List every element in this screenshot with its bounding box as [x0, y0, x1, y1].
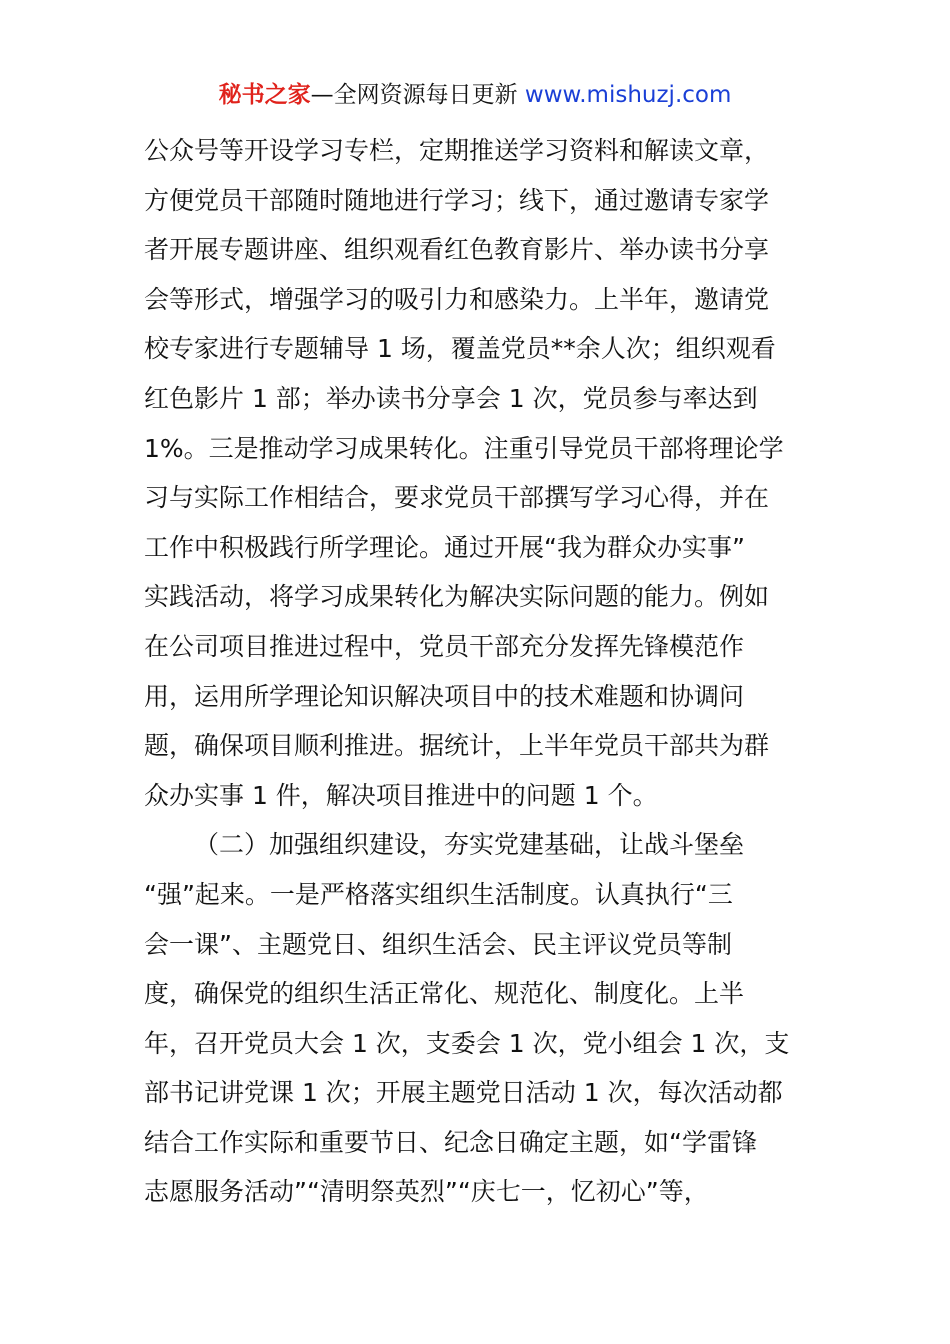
text-line: 公众号等开设学习专栏，定期推送学习资料和解读文章， [144, 136, 770, 165]
text-line: “强”起来。一是严格落实组织生活制度。认真执行“三 [144, 879, 733, 909]
text-line: 1%。三是推动学习成果转化。注重引导党员干部将理论学 [144, 433, 784, 463]
text-line: 众办实事 1 件，解决项目推进中的问题 1 个。 [144, 780, 658, 810]
text-line: 志愿服务活动”“清明祭英烈”“庆七一，忆初心”等， [144, 1177, 709, 1207]
text-line: 会等形式，增强学习的吸引力和感染力。上半年，邀请党 [144, 284, 770, 314]
text-line: 年，召开党员大会 1 次，支委会 1 次，党小组会 1 次，支 [144, 1028, 790, 1058]
text-line: 题，确保项目顺利推进。据统计，上半年党员干部共为群 [144, 731, 770, 761]
text-line: 部书记讲党课 1 次；开展主题党日活动 1 次，每次活动都 [144, 1078, 783, 1108]
text-line: 会一课”、主题党日、组织生活会、民主评议党员等制 [144, 929, 732, 959]
site-url-link[interactable]: www.mishuzj.com [524, 82, 732, 108]
document-body [144, 126, 824, 1217]
site-brand: 秘书之家 [218, 82, 311, 108]
text-line: 结合工作实际和重要节日、纪念日确定主题，如“学雷锋 [144, 1127, 757, 1157]
text-line: 习与实际工作相结合，要求党员干部撰写学习心得，并在 [144, 483, 770, 513]
text-line: 用，运用所学理论知识解决项目中的技术难题和协调问 [144, 681, 745, 711]
text-line: 红色影片 1 部；举办读书分享会 1 次，党员参与率达到 [144, 383, 758, 413]
text-line: 度，确保党的组织生活正常化、规范化、制度化。上半 [144, 979, 745, 1009]
text-line: 在公司项目推进过程中，党员干部充分发挥先锋模范作 [144, 631, 745, 661]
text-line: 校专家进行专题辅导 1 场，覆盖党员**余人次；组织观看 [144, 334, 776, 364]
site-tagline: —全网资源每日更新 [310, 82, 518, 108]
text-line: 工作中积极践行所学理论。通过开展“我为群众办实事” [144, 532, 745, 562]
text-line: 方便党员干部随时随地进行学习；线下，通过邀请专家学 [144, 185, 770, 215]
section-heading-line: （二）加强组织建设，夯实党建基础，让战斗堡垒 [194, 830, 745, 860]
text-line: 者开展专题讲座、组织观看红色教育影片、举办读书分享 [144, 235, 770, 265]
text-line: 实践活动，将学习成果转化为解决实际问题的能力。例如 [144, 582, 770, 612]
site-header [0, 78, 950, 112]
